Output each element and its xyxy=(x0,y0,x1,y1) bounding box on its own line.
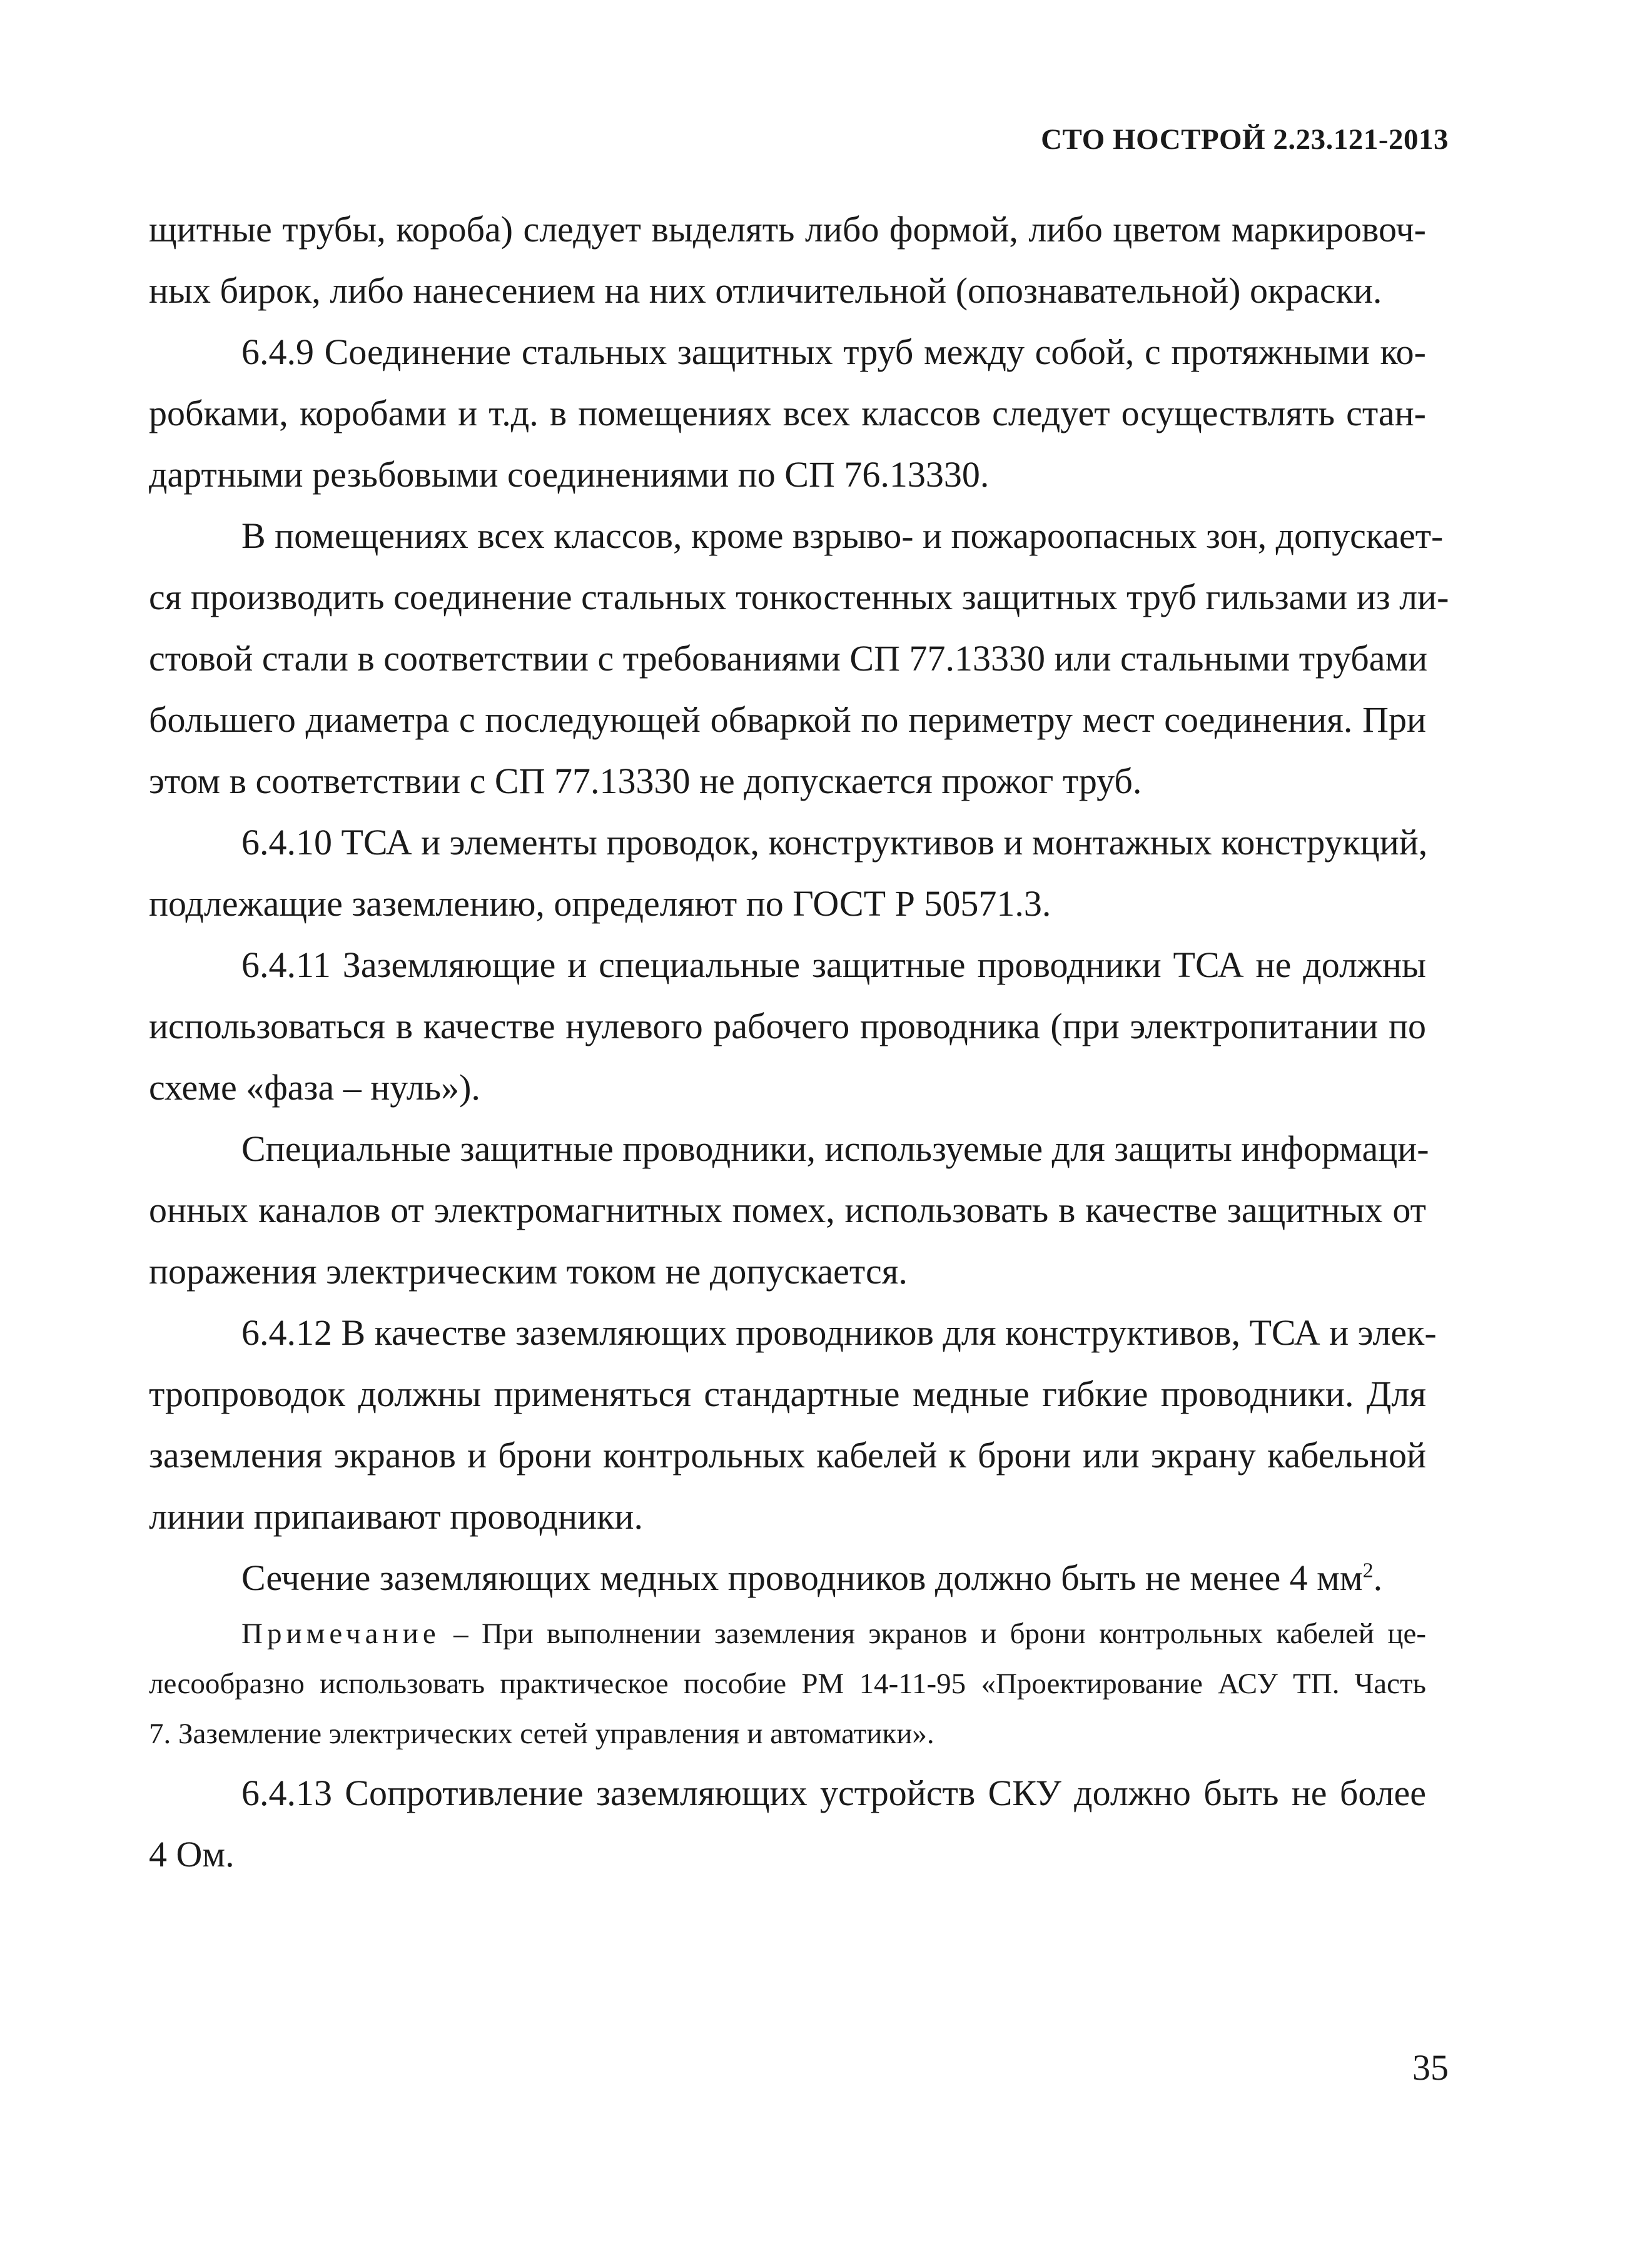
note-line xyxy=(149,1609,1426,1659)
paragraph-6-4-9 xyxy=(149,321,1426,505)
text-line: схеме «фаза – нуль»). xyxy=(149,1067,480,1108)
paragraph-thin-wall-pipes xyxy=(149,505,1449,812)
text-line: большего диаметра с последующей обваркой по периметру мест соединения. При xyxy=(149,699,1426,740)
text-line: В помещениях всех классов, кроме взрыво- и пожароопасных зон, допускает- xyxy=(241,515,1444,556)
text-line: онных каналов от электромагнитных помех, использовать в качестве защитных от xyxy=(149,1190,1426,1230)
text-line: подлежащие заземлению, определяют по ГОСТ Р 50571.3. xyxy=(149,883,1051,924)
sentence-period: . xyxy=(1373,1557,1383,1598)
note-text: – При выполнении заземления экранов и брони контрольных кабелей це- xyxy=(440,1617,1426,1650)
text-line: Специальные защитные проводники, используемые для защиты информаци- xyxy=(241,1128,1429,1169)
paragraph-6-4-13 xyxy=(149,1763,1426,1885)
superscript-2: 2 xyxy=(1362,1559,1374,1582)
paragraph-continuation xyxy=(149,199,1426,321)
note-line: лесообразно использовать практическое пособие РМ 14-11-95 «Проектирование АСУ ТП. Часть xyxy=(149,1668,1426,1700)
paragraph-6-4-10 xyxy=(149,812,1426,934)
text-line: заземления экранов и брони контрольных кабелей к брони или экрану кабельной xyxy=(149,1435,1426,1476)
cross-section-text: Сечение заземляющих медных проводников должно быть не менее 4 мм xyxy=(241,1557,1363,1598)
text-line: ся производить соединение стальных тонкостенных защитных труб гильзами из ли- xyxy=(149,577,1449,617)
document-body xyxy=(149,199,1449,1885)
text-line: дартными резьбовыми соединениями по СП 76.13330. xyxy=(149,454,990,495)
text-line: 4 Ом. xyxy=(149,1834,235,1875)
note-label: Примечание xyxy=(241,1617,440,1650)
text-line: 6.4.13 Сопротивление заземляющих устройств СКУ должно быть не более xyxy=(241,1773,1426,1813)
text-line: 6.4.11 Заземляющие и специальные защитные проводники ТСА не должны xyxy=(241,944,1426,985)
text-line xyxy=(149,1547,1426,1609)
text-line: линии припаивают проводники. xyxy=(149,1496,643,1537)
text-line: ных бирок, либо нанесением на них отличительной (опознавательной) окраски. xyxy=(149,270,1382,311)
text-line: робками, коробами и т.д. в помещениях всех классов следует осуществлять стан- xyxy=(149,393,1426,433)
paragraph-6-4-11 xyxy=(149,934,1426,1118)
paragraph-6-4-12 xyxy=(149,1302,1437,1547)
paragraph-special-conductors xyxy=(149,1118,1429,1302)
text-line: 6.4.10 ТСА и элементы проводок, конструктивов и монтажных конструкций, xyxy=(241,822,1428,863)
note-line: 7. Заземление электрических сетей управления и автоматики». xyxy=(149,1718,934,1750)
document-code-header: СТО НОСТРОЙ 2.23.121-2013 xyxy=(1041,123,1449,156)
note-block xyxy=(149,1609,1426,1759)
text-line: поражения электрическим током не допускается. xyxy=(149,1251,908,1292)
text-line: 6.4.9 Соединение стальных защитных труб между собой, с протяжными ко- xyxy=(241,332,1426,372)
text-line: тропроводок должны применяться стандартные медные гибкие проводники. Для xyxy=(149,1374,1426,1414)
text-line: этом в соответствии с СП 77.13330 не допускается прожог труб. xyxy=(149,761,1142,801)
text-line: щитные трубы, короба) следует выделять либо формой, либо цветом маркировоч- xyxy=(149,209,1426,250)
text-line: стовой стали в соответствии с требованиями СП 77.13330 или стальными трубами xyxy=(149,638,1428,679)
text-line: использоваться в качестве нулевого рабочего проводника (при электропитании по xyxy=(149,1006,1426,1046)
page-number: 35 xyxy=(1412,2047,1449,2088)
paragraph-cross-section xyxy=(149,1547,1426,1609)
text-line: 6.4.12 В качестве заземляющих проводников для конструктивов, ТСА и элек- xyxy=(241,1312,1437,1353)
